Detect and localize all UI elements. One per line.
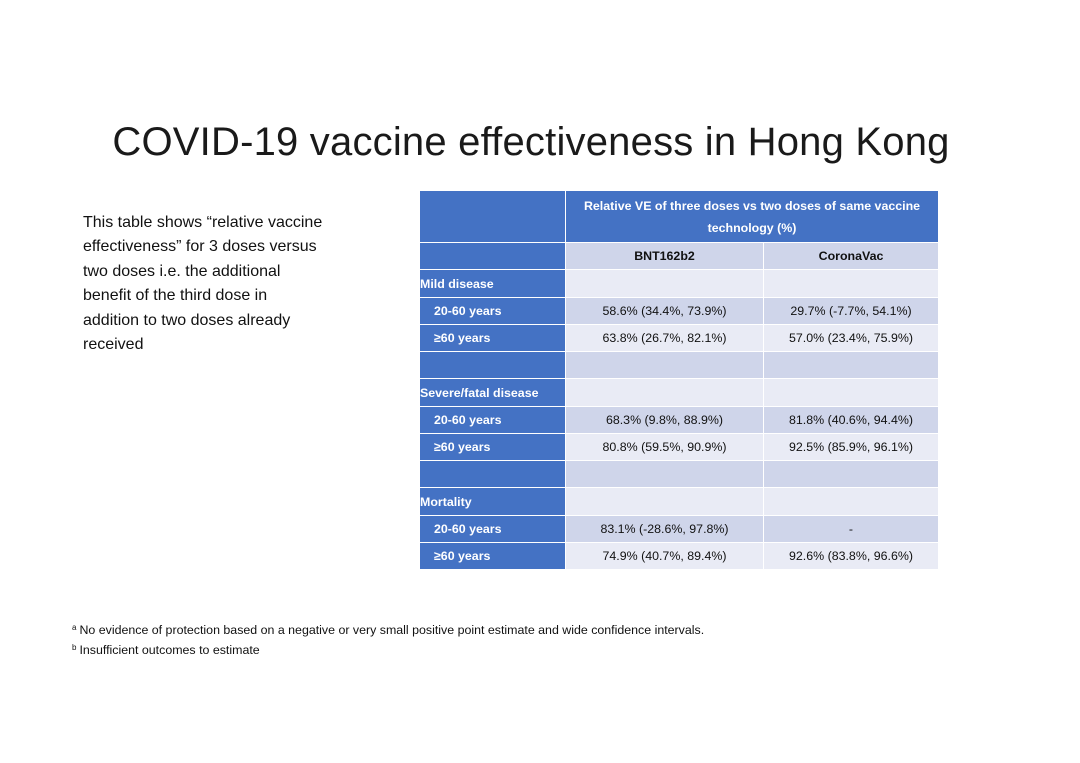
group-header-mortality: Mortality xyxy=(420,488,566,516)
table-cell: 80.8% (59.5%, 90.9%) xyxy=(566,434,764,461)
table-cell xyxy=(566,270,764,298)
table-cell: 63.8% (26.7%, 82.1%) xyxy=(566,325,764,352)
column-header-bnt162b2: BNT162b2 xyxy=(566,243,764,270)
table-cell xyxy=(764,379,939,407)
footnote-text: Insufficient outcomes to estimate xyxy=(79,643,260,657)
table-cell xyxy=(764,488,939,516)
footnote-mark: b xyxy=(72,643,77,652)
row-label: ≥60 years xyxy=(420,325,566,352)
table-cell: 83.1% (-28.6%, 97.8%) xyxy=(566,516,764,543)
table-cell: 92.6% (83.8%, 96.6%) xyxy=(764,543,939,570)
row-label: ≥60 years xyxy=(420,434,566,461)
table-description: This table shows “relative vaccine effectiveness” for 3 doses versus two doses i.e. the additional benefit of the third dose in addition to two doses already received xyxy=(83,214,323,354)
footnote-a xyxy=(72,619,704,639)
row-label: 20-60 years xyxy=(420,298,566,325)
table-corner-cell xyxy=(420,243,566,270)
table-cell: - xyxy=(764,516,939,543)
table-cell xyxy=(420,461,566,488)
table-cell xyxy=(566,461,764,488)
table-row xyxy=(420,407,939,434)
table-row xyxy=(420,298,939,325)
table-row xyxy=(420,516,939,543)
table-row xyxy=(420,270,939,298)
table-row xyxy=(420,543,939,570)
footnote-b xyxy=(72,639,704,659)
table-cell xyxy=(566,352,764,379)
table-row xyxy=(420,488,939,516)
page-title: COVID-19 vaccine effectiveness in Hong Kong xyxy=(112,120,950,164)
table-row xyxy=(420,379,939,407)
table-row xyxy=(420,434,939,461)
vaccine-effectiveness-table xyxy=(419,190,939,570)
table-cell xyxy=(764,270,939,298)
table-cell: 58.6% (34.4%, 73.9%) xyxy=(566,298,764,325)
table-cell xyxy=(566,488,764,516)
table-spacer-row xyxy=(420,352,939,379)
table-corner-cell xyxy=(420,191,566,243)
table-cell xyxy=(566,379,764,407)
table-cell: 29.7% (-7.7%, 54.1%) xyxy=(764,298,939,325)
column-header-coronavac: CoronaVac xyxy=(764,243,939,270)
table-cell xyxy=(764,352,939,379)
table-cell: 74.9% (40.7%, 89.4%) xyxy=(566,543,764,570)
table-cell xyxy=(764,461,939,488)
table-cell: 57.0% (23.4%, 75.9%) xyxy=(764,325,939,352)
table-cell xyxy=(420,352,566,379)
table-spacer-row xyxy=(420,461,939,488)
footnote-text: No evidence of protection based on a negative or very small positive point estimate and wide confidence intervals. xyxy=(79,623,705,637)
footnote-mark: a xyxy=(72,623,77,632)
footnotes xyxy=(72,619,704,659)
table-main-header: Relative VE of three doses vs two doses of same vaccine technology (%) xyxy=(566,191,939,243)
row-label: 20-60 years xyxy=(420,516,566,543)
row-label: ≥60 years xyxy=(420,543,566,570)
row-label: 20-60 years xyxy=(420,407,566,434)
group-header-severe-disease: Severe/fatal disease xyxy=(420,379,566,407)
table-cell: 92.5% (85.9%, 96.1%) xyxy=(764,434,939,461)
table-cell: 81.8% (40.6%, 94.4%) xyxy=(764,407,939,434)
group-header-mild-disease: Mild disease xyxy=(420,270,566,298)
table-cell: 68.3% (9.8%, 88.9%) xyxy=(566,407,764,434)
table-row xyxy=(420,325,939,352)
